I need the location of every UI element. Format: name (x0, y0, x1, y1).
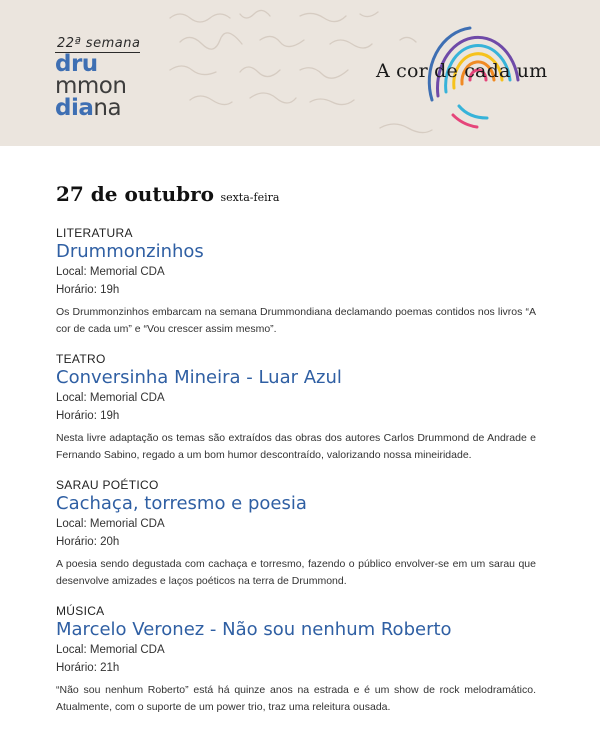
weekday-label: sexta-feira (220, 191, 280, 204)
schedule-content (56, 182, 556, 730)
logo-line-2 (55, 75, 140, 97)
event-category: MÚSICA (56, 604, 105, 618)
event-item (56, 478, 556, 590)
header-banner (0, 0, 600, 146)
logo-line-1 (55, 53, 140, 75)
date-heading: 27 de outubro (56, 182, 214, 206)
logo-part: dia (55, 95, 94, 121)
event-title: Cachaça, torresmo e poesia (56, 493, 307, 514)
event-time: Horário: 19h (56, 284, 120, 296)
event-item (56, 604, 556, 716)
event-description: Nesta livre adaptação os temas são extraídos das obras dos autores Carlos Drummond de Andrade e Fernando Sabino, regado a um bom humor descontraído, valorizando nossa mineiridade. (56, 432, 536, 461)
logo-line-3 (55, 97, 140, 119)
event-date (56, 182, 556, 206)
event-time: Horário: 21h (56, 662, 120, 674)
event-category: TEATRO (56, 352, 106, 366)
event-item (56, 226, 556, 338)
event-time: Horário: 19h (56, 410, 120, 422)
campaign-tagline: A cor de cada um (376, 60, 548, 82)
event-location: Local: Memorial CDA (56, 266, 165, 278)
event-category: SARAU POÉTICO (56, 478, 159, 492)
edition-label: 22ª semana (57, 36, 141, 51)
event-description: “Não sou nenhum Roberto” está há quinze anos na estrada e é um show de rock melodramático. Atualmente, com o suporte de um power trio, traz uma releitura ousada. (56, 684, 536, 713)
event-category: LITERATURA (56, 226, 133, 240)
event-title: Conversinha Mineira - Luar Azul (56, 367, 342, 388)
event-time: Horário: 20h (56, 536, 120, 548)
logo-part: na (93, 95, 122, 121)
drummondiana-logo (55, 34, 140, 119)
event-item (56, 352, 556, 464)
event-description: A poesia sendo degustada com cachaça e torresmo, fazendo o público envolver-se em um sarau que desenvolve amizades e laços poéticos na terra de Drummond. (56, 558, 536, 587)
event-title: Marcelo Veronez - Não sou nenhum Roberto (56, 619, 452, 640)
event-location: Local: Memorial CDA (56, 644, 165, 656)
event-location: Local: Memorial CDA (56, 518, 165, 530)
event-location: Local: Memorial CDA (56, 392, 165, 404)
logo-part: dru (55, 51, 98, 77)
event-description: Os Drummonzinhos embarcam na semana Drummondiana declamando poemas contidos nos livros “A cor de cada um” e “Vou crescer assim mesmo”. (56, 306, 536, 335)
logo-part: mmon (55, 73, 127, 99)
event-title: Drummonzinhos (56, 241, 204, 262)
